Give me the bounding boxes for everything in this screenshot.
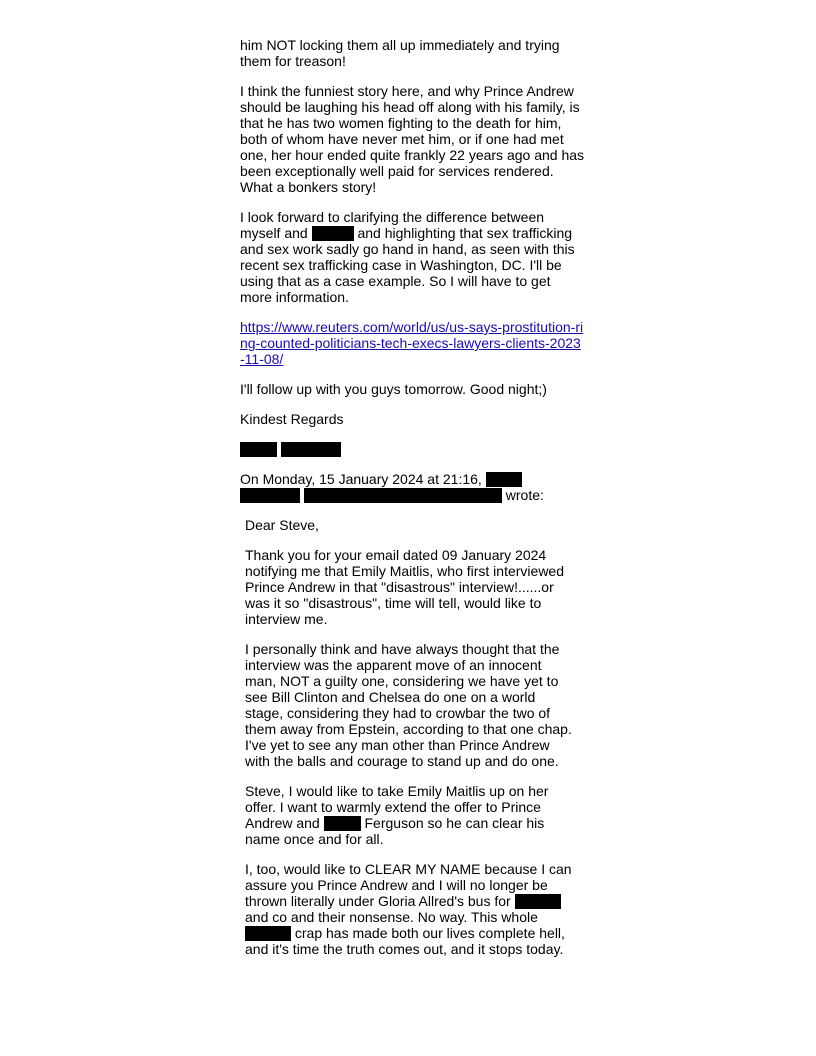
paragraph: Thank you for your email dated 09 January 2024 notifying me that Emily Maitlis, who first interviewed Prince Andrew in that "disastrous" interview!......or was it so "disastrous", time will tell, would like to interview me. (245, 547, 564, 627)
paragraph: I'll follow up with you guys tomorrow. Good night;) (240, 381, 547, 397)
quote-header-text: On Monday, 15 January 2024 at 21:16, (240, 471, 482, 487)
redaction-block (240, 442, 277, 457)
redaction-block (245, 926, 291, 941)
redaction-block (304, 488, 502, 503)
signature (240, 441, 585, 457)
redaction-block (240, 488, 300, 503)
quote-header (240, 471, 585, 503)
email-body (240, 37, 585, 971)
paragraph (245, 861, 575, 957)
redaction-block (312, 226, 354, 241)
paragraph-text: and co and their nonsense. No way. This whole (245, 909, 538, 925)
redaction-block (515, 894, 561, 909)
paragraph: him NOT locking them all up immediately and trying them for treason! (240, 37, 560, 69)
redaction-block (324, 816, 361, 831)
redaction-block (486, 472, 522, 487)
paragraph (240, 209, 585, 305)
reuters-link[interactable]: https://www.reuters.com/world/us/us-says-prostitution-ring-counted-politicians-tech-execs-lawyers-clients-2023-11-08/ (240, 319, 584, 367)
greeting: Dear Steve, (245, 517, 319, 533)
paragraph-text: I, too, would like to CLEAR MY NAME because I can assure you Prince Andrew and I will no longer be thrown literally under Gloria Allred's bus for (245, 861, 572, 909)
paragraph (245, 783, 575, 847)
paragraph-text: and highlighting that sex trafficking and sex work sadly go hand in hand, as seen with this recent sex trafficking case in Washington, DC. I'll be using that as a case example. So I will have to get more information. (240, 225, 575, 305)
paragraph-text: crap has made both our lives complete hell, and it's time the truth comes out, and it stops today. (245, 925, 565, 957)
paragraph-text: I look forward to clarifying the difference between myself and (240, 209, 545, 241)
redaction-block (281, 442, 341, 457)
quote-header-text: wrote: (505, 487, 544, 503)
paragraph: I think the funniest story here, and why Prince Andrew should be laughing his head off along with his family, is that he has two women fighting to the death for him, both of whom have never met him, or if one had met one, her hour ended quite frankly 22 years ago and has been exceptionally well paid for services rendered. What a bonkers story! (240, 83, 585, 195)
paragraph-text: Ferguson so he can clear his name once and for all. (245, 815, 545, 847)
paragraph: I personally think and have always thought that the interview was the apparent move of an innocent man, NOT a guilty one, considering we have yet to see Bill Clinton and Chelsea do one on a world stage, considering they had to crowbar the two of them away from Epstein, according to that one chap. I've yet to see any man other than Prince Andrew with the balls and courage to stand up and do one. (245, 641, 572, 769)
link-paragraph (240, 319, 585, 367)
quoted-message (245, 517, 575, 957)
closing: Kindest Regards (240, 411, 344, 427)
paragraph-text: Steve, I would like to take Emily Maitlis up on her offer. I want to warmly extend the offer to Prince Andrew and (245, 783, 549, 831)
